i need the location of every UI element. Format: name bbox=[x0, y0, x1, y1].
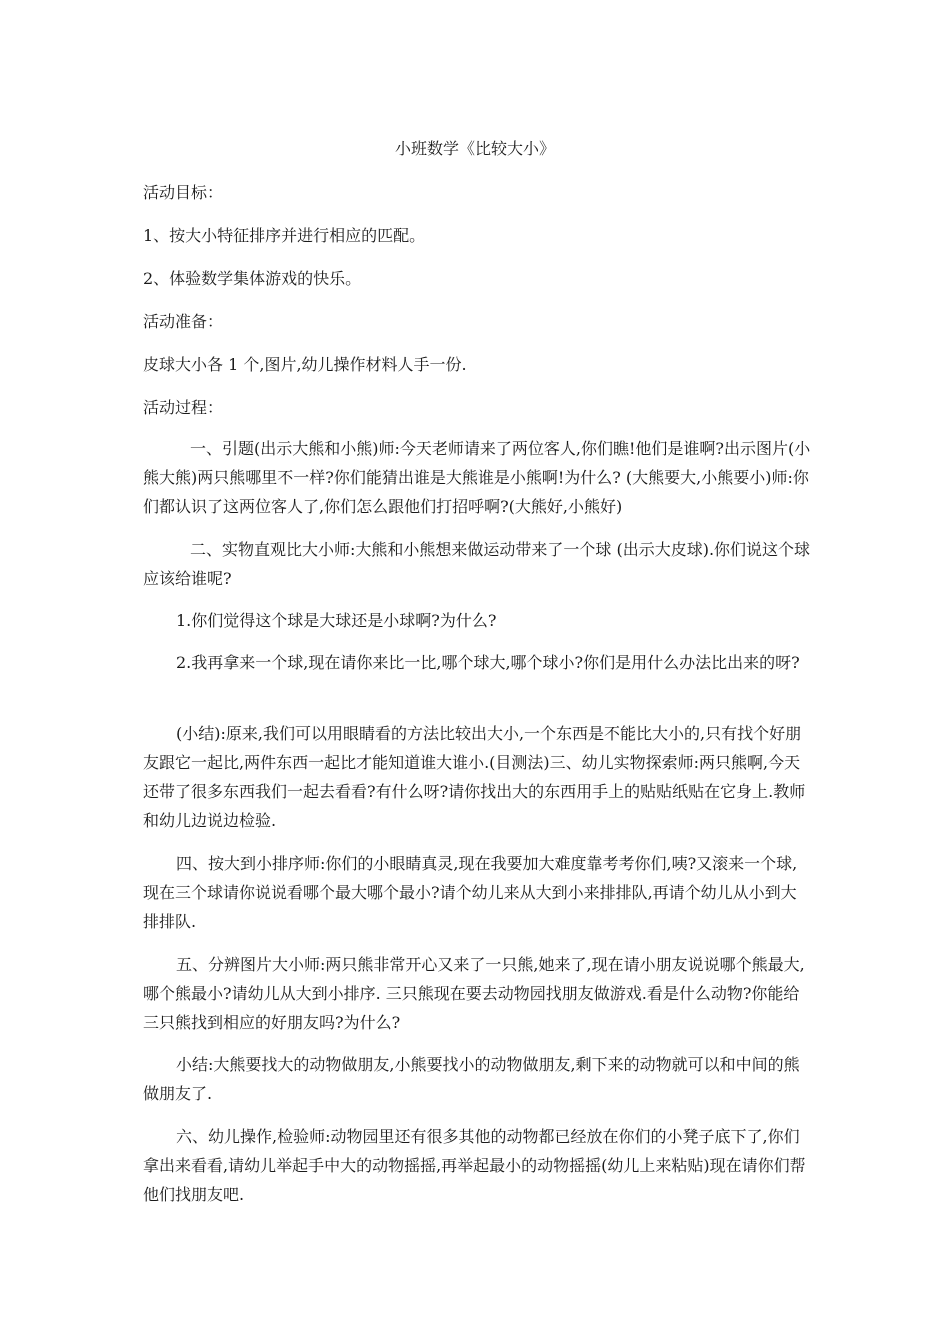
paragraph-goal-1: 1、按大小特征排序并进行相应的匹配。 bbox=[143, 226, 426, 245]
paragraph-process-heading: 活动过程： bbox=[143, 398, 224, 417]
paragraph-step-2-q2: 2.我再拿来一个球,现在请你来比一比,哪个球大,哪个球小?你们是用什么办法比出来的呀? bbox=[176, 653, 800, 672]
paragraph-prep-heading: 活动准备： bbox=[143, 312, 224, 331]
paragraph-step-6: 六、幼儿操作,检验师:动物园里还有很多其他的动物都已经放在你们的小凳子底下了,你们拿出来看看,请幼儿举起手中大的动物摇摇,再举起最小的动物摇摇(幼儿上来粘贴)现在请你们帮他们找朋友吧. bbox=[143, 1127, 806, 1204]
paragraph-summary-1: (小结):原来,我们可以用眼睛看的方法比较出大小,一个东西是不能比大小的,只有找个好朋友跟它一起比,两件东西一起比才能知道谁大谁小.(目测法)三、幼儿实物探索师:两只熊啊,今天还带了很多东西我们一起去看看?有什么呀?请你找出大的东西用手上的贴贴纸贴在它身上.教师和幼儿边说边检验. bbox=[143, 724, 806, 830]
paragraph-step-2: 二、实物直观比大小师:大熊和小熊想来做运动带来了一个球 (出示大皮球).你们说这个球应该给谁呢? bbox=[143, 540, 811, 588]
paragraph-step-4: 四、按大到小排序师:你们的小眼睛真灵,现在我要加大难度靠考考你们,咦?又滚来一个球,现在三个球请你说说看哪个最大哪个最小?请个幼儿来从大到小来排排队,再请个幼儿从小到大排排队. bbox=[143, 854, 798, 931]
paragraph-summary-2: 小结:大熊要找大的动物做朋友,小熊要找小的动物做朋友,剩下来的动物就可以和中间的熊做朋友了. bbox=[143, 1055, 800, 1103]
paragraph-prep-content: 皮球大小各 1 个,图片,幼儿操作材料人手一份. bbox=[143, 355, 467, 374]
paragraph-step-1: 一、引题(出示大熊和小熊)师:今天老师请来了两位客人,你们瞧!他们是谁啊?出示图片(小熊大熊)两只熊哪里不一样?你们能猜出谁是大熊谁是小熊啊!为什么? (大熊要大,小熊要小)师:你们都认识了这两位客人了,你们怎么跟他们打招呼啊?(大熊好,小熊好) bbox=[143, 439, 811, 516]
document-title: 小班数学《比较大小》 bbox=[394, 139, 555, 158]
paragraph-step-2-q1: 1.你们觉得这个球是大球还是小球啊?为什么? bbox=[176, 611, 497, 630]
paragraph-step-5: 五、分辨图片大小师:两只熊非常开心又来了一只熊,她来了,现在请小朋友说说哪个熊最大,哪个熊最小?请幼儿从大到小排序. 三只熊现在要去动物园找朋友做游戏.看是什么动物?你能给三只熊找到相应的好朋友吗?为什么? bbox=[143, 955, 805, 1032]
paragraph-goals-heading: 活动目标： bbox=[143, 183, 224, 202]
paragraph-goal-2: 2、体验数学集体游戏的快乐。 bbox=[143, 269, 362, 288]
